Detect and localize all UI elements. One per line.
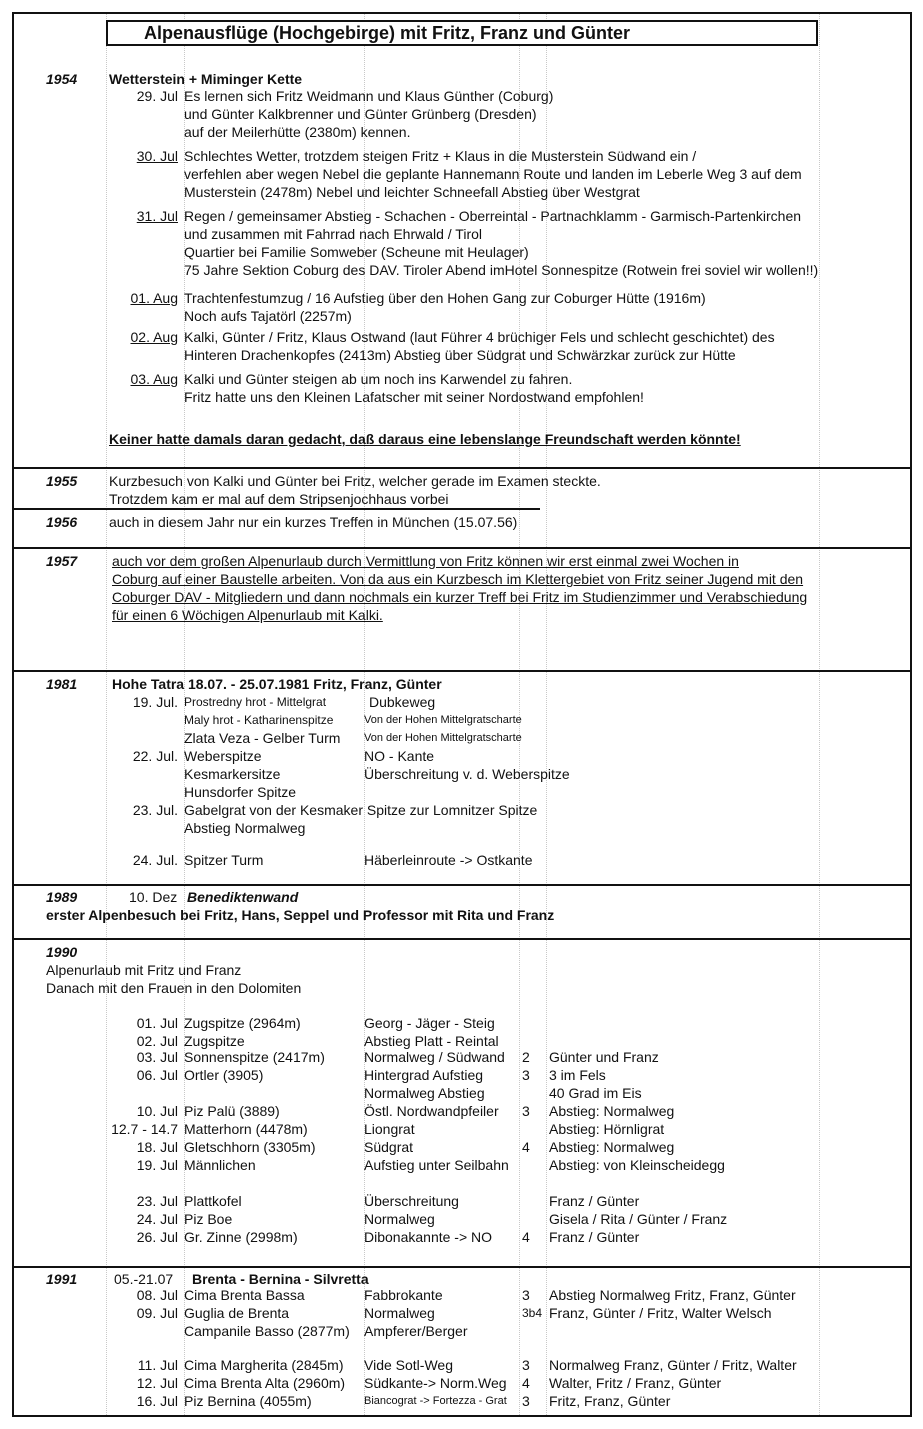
tour-summit: Zugspitze bbox=[184, 1033, 245, 1049]
tour-grade: 4 bbox=[522, 1229, 530, 1245]
tour-note: Günter und Franz bbox=[549, 1049, 659, 1065]
tour-date: 12. Jul bbox=[136, 1375, 178, 1391]
tour-summit: Gr. Zinne (2998m) bbox=[184, 1229, 298, 1245]
tour-note: Abstieg: Normalweg bbox=[549, 1139, 675, 1155]
text-line: Coburger DAV - Mitgliedern und dann nochmals ein kurzer Treff bei Fritz im Studienzimmer und Verabschiedung bbox=[112, 589, 808, 605]
tour-summit: Spitzer Turm bbox=[184, 852, 264, 868]
tour-route: Normalweg bbox=[364, 1305, 435, 1321]
section-divider bbox=[14, 670, 910, 672]
tour-grade: 4 bbox=[522, 1139, 530, 1155]
tour-route: Dibonakannte -> NO bbox=[364, 1229, 493, 1245]
tour-date: 22. Jul. bbox=[132, 748, 178, 764]
tour-summit: Cima Margherita (2845m) bbox=[184, 1357, 344, 1373]
entry-line: und Günter Kalkbrenner und Günter Grünberg (Dresden) bbox=[184, 106, 537, 122]
entry-date: 03. Aug bbox=[130, 371, 178, 387]
tour-route: Überschreitung v. d. Weberspitze bbox=[364, 766, 570, 782]
tour-note: Franz, Günter / Fritz, Walter Welsch bbox=[549, 1305, 772, 1321]
tour-date: 10. Dez bbox=[129, 889, 178, 905]
text-line: Danach mit den Frauen in den Dolomiten bbox=[46, 980, 302, 996]
tour-summit: Hunsdorfer Spitze bbox=[184, 784, 297, 800]
entry-line: Schlechtes Wetter, trotzdem steigen Fritz + Klaus in die Musterstein Südwand ein / bbox=[184, 148, 697, 164]
tour-note: Walter, Fritz / Franz, Günter bbox=[549, 1375, 722, 1391]
tour-summit: Abstieg Normalweg bbox=[184, 820, 306, 836]
tour-note: 40 Grad im Eis bbox=[549, 1085, 642, 1101]
tour-summit: Prostredny hrot - Mittelgrat bbox=[184, 695, 327, 709]
entry-line: Trachtenfestumzug / 16 Aufstieg über den Hohen Gang zur Coburger Hütte (1916m) bbox=[184, 290, 706, 306]
tour-note: Fritz, Franz, Günter bbox=[549, 1393, 671, 1409]
tour-date: 19. Jul. bbox=[132, 694, 178, 710]
entry-line: Musterstein (2478m) Nebel und leichter Schneefall Abstieg über Westgrat bbox=[184, 184, 640, 200]
tour-grade: 3 bbox=[522, 1287, 530, 1303]
tour-date: 03. Jul bbox=[136, 1049, 178, 1065]
tour-route: Normalweg / Südwand bbox=[364, 1049, 505, 1065]
section-divider bbox=[14, 547, 910, 549]
tour-date: 10. Jul bbox=[136, 1103, 178, 1119]
text-line: für einen 6 Wöchigen Alpenurlaub mit Kalki. bbox=[112, 607, 383, 623]
tour-date: 23. Jul bbox=[136, 1193, 178, 1209]
tour-route: Liongrat bbox=[364, 1121, 415, 1137]
entry-line: Fritz hatte uns den Kleinen Lafatscher mit seiner Nordostwand empfohlen! bbox=[184, 389, 644, 405]
tour-route: Von der Hohen Mittelgratscharte bbox=[364, 732, 522, 744]
tour-note: 3 im Fels bbox=[549, 1067, 606, 1083]
tour-summit: Zugspitze (2964m) bbox=[184, 1015, 301, 1031]
tour-note: Abstieg: Hörnligrat bbox=[549, 1121, 665, 1137]
tour-summit: Gabelgrat von der Kesmaker Spitze zur Lomnitzer Spitze bbox=[184, 802, 538, 818]
tour-note: Gisela / Rita / Günter / Franz bbox=[549, 1211, 728, 1227]
text-line: Coburg auf einer Baustelle arbeiten. Von da aus ein Kurzbesch im Klettergebiet von Fritz seiner Jugend mit den bbox=[112, 571, 804, 587]
tour-date: 12.7 - 14.7 bbox=[111, 1121, 178, 1137]
tour-date: 06. Jul bbox=[136, 1067, 178, 1083]
tour-date: 16. Jul bbox=[136, 1393, 178, 1409]
entry-date: 02. Aug bbox=[130, 329, 178, 345]
tour-route: NO - Kante bbox=[364, 748, 435, 764]
tour-summit: Ortler (3905) bbox=[184, 1067, 264, 1083]
entry-line: 75 Jahre Sektion Coburg des DAV. Tiroler Abend imHotel Sonnespitze (Rotwein frei soviel wir wollen!!) bbox=[184, 262, 819, 278]
entry-line: Es lernen sich Fritz Weidmann und Klaus Günther (Coburg) bbox=[184, 88, 554, 104]
tour-summit: Piz Palü (3889) bbox=[184, 1103, 280, 1119]
text-line: Alpenurlaub mit Fritz und Franz bbox=[46, 962, 242, 978]
section-divider bbox=[14, 467, 910, 469]
grid-line bbox=[819, 14, 820, 1415]
tour-date: 18. Jul bbox=[136, 1139, 178, 1155]
tour-route: Häberleinroute -> Ostkante bbox=[364, 852, 533, 868]
tour-summit: Piz Bernina (4055m) bbox=[184, 1393, 312, 1409]
tour-grade: 3 bbox=[522, 1357, 530, 1373]
text-line: auch vor dem großen Alpenurlaub durch Vermittlung von Fritz können wir erst einmal zwei Wochen in bbox=[112, 553, 739, 569]
entry-line: Kalki und Günter steigen ab um noch ins Karwendel zu fahren. bbox=[184, 371, 573, 387]
year-label: 1954 bbox=[46, 71, 78, 87]
entry-line: Quartier bei Familie Somweber (Scheune mit Heulager) bbox=[184, 244, 529, 260]
tour-note: Abstieg Normalweg Fritz, Franz, Günter bbox=[549, 1287, 796, 1303]
tour-date: 19. Jul bbox=[136, 1157, 178, 1173]
tour-date: 24. Jul bbox=[136, 1211, 178, 1227]
section-divider bbox=[14, 508, 540, 510]
tour-route: Normalweg Abstieg bbox=[364, 1085, 485, 1101]
tour-date: 23. Jul. bbox=[132, 802, 178, 818]
text-line: erster Alpenbesuch bei Fritz, Hans, Seppel und Professor mit Rita und Franz bbox=[46, 907, 555, 923]
tour-date: 02. Jul bbox=[136, 1033, 178, 1049]
document-page bbox=[12, 12, 912, 1417]
entry-date: 01. Aug bbox=[130, 290, 178, 306]
tour-route: Dubkeweg bbox=[369, 694, 436, 710]
year-label: 1990 bbox=[46, 944, 78, 960]
tour-route: Südgrat bbox=[364, 1139, 414, 1155]
tour-summit: Plattkofel bbox=[184, 1193, 242, 1209]
friendship-note: Keiner hatte damals daran gedacht, daß daraus eine lebenslange Freundschaft werden könnte! bbox=[109, 431, 741, 447]
tour-note: Franz / Günter bbox=[549, 1193, 640, 1209]
text-line: auch in diesem Jahr nur ein kurzes Treffen in München (15.07.56) bbox=[109, 514, 518, 530]
tour-summit: Kesmarkersitze bbox=[184, 766, 281, 782]
tour-summit: Zlata Veza - Gelber Turm bbox=[184, 730, 341, 746]
tour-summit: Maly hrot - Katharinenspitze bbox=[184, 713, 334, 727]
tour-note: Franz / Günter bbox=[549, 1229, 640, 1245]
tour-note: Abstieg: von Kleinscheidegg bbox=[549, 1157, 725, 1173]
section-divider bbox=[14, 884, 910, 886]
tour-summit: Männlichen bbox=[184, 1157, 256, 1173]
entry-line: verfehlen aber wegen Nebel die geplante Hannemann Route und landen im Leberle Weg 3 auf dem bbox=[184, 166, 802, 182]
section-heading: Brenta - Bernina - Silvretta bbox=[192, 1271, 369, 1287]
tour-route: Aufstieg unter Seilbahn bbox=[364, 1157, 509, 1173]
text-line: Trotzdem kam er mal auf dem Stripsenjochhaus vorbei bbox=[109, 491, 449, 507]
tour-grade: 3 bbox=[522, 1103, 530, 1119]
entry-date: 30. Jul bbox=[136, 148, 178, 164]
tour-summit: Guglia de Brenta bbox=[184, 1305, 290, 1321]
tour-note: Abstieg: Normalweg bbox=[549, 1103, 675, 1119]
tour-summit: Cima Brenta Alta (2960m) bbox=[184, 1375, 346, 1391]
entry-date: 29. Jul bbox=[136, 88, 178, 104]
entry-line: Hinteren Drachenkopfes (2413m) Abstieg über Südgrat und Schwärzkar zurück zur Hütte bbox=[184, 347, 736, 363]
entry-line: und zusammen mit Fahrrad nach Ehrwald / Tirol bbox=[184, 226, 483, 242]
tour-summit: Matterhorn (4478m) bbox=[184, 1121, 308, 1137]
tour-summit: Gletschhorn (3305m) bbox=[184, 1139, 316, 1155]
tour-route: Normalweg bbox=[364, 1211, 435, 1227]
year-label: 1957 bbox=[46, 553, 78, 569]
date-range: 05.-21.07 bbox=[114, 1271, 174, 1287]
year-label: 1955 bbox=[46, 473, 78, 489]
text-line: Kurzbesuch von Kalki und Günter bei Fritz, welcher gerade im Examen steckte. bbox=[109, 473, 601, 489]
tour-summit: Campanile Basso (2877m) bbox=[184, 1323, 350, 1339]
tour-summit: Sonnenspitze (2417m) bbox=[184, 1049, 325, 1065]
tour-summit: Weberspitze bbox=[184, 748, 262, 764]
entry-date: 31. Jul bbox=[136, 208, 178, 224]
tour-note: Normalweg Franz, Günter / Fritz, Walter bbox=[549, 1357, 797, 1373]
tour-grade: 3 bbox=[522, 1393, 530, 1409]
tour-route: Überschreitung bbox=[364, 1193, 459, 1209]
tour-route: Ampferer/Berger bbox=[364, 1323, 468, 1339]
tour-grade: 2 bbox=[522, 1049, 530, 1065]
entry-line: auf der Meilerhütte (2380m) kennen. bbox=[184, 124, 411, 140]
year-label: 1989 bbox=[46, 889, 78, 905]
year-label: 1991 bbox=[46, 1271, 78, 1287]
tour-date: 26. Jul bbox=[136, 1229, 178, 1245]
tour-grade: 3b4 bbox=[522, 1306, 543, 1320]
section-heading: Hohe Tatra 18.07. - 25.07.1981 Fritz, Franz, Günter bbox=[112, 676, 442, 692]
section-divider bbox=[14, 938, 910, 940]
section-heading: Wetterstein + Miminger Kette bbox=[109, 71, 303, 87]
tour-route: Östl. Nordwandpfeiler bbox=[364, 1103, 499, 1119]
document-title: Alpenausflüge (Hochgebirge) mit Fritz, Franz und Günter bbox=[106, 20, 818, 46]
tour-date: 09. Jul bbox=[136, 1305, 178, 1321]
tour-summit: Cima Brenta Bassa bbox=[184, 1287, 305, 1303]
tour-route: Südkante-> Norm.Weg bbox=[364, 1375, 507, 1391]
tour-route: Abstieg Platt - Reintal bbox=[364, 1033, 499, 1049]
tour-grade: 3 bbox=[522, 1067, 530, 1083]
tour-date: 24. Jul. bbox=[132, 852, 178, 868]
entry-line: Regen / gemeinsamer Abstieg - Schachen - Oberreintal - Partnachklamm - Garmisch-Partenkirchen bbox=[184, 208, 802, 224]
tour-route: Von der Hohen Mittelgratscharte bbox=[364, 714, 522, 726]
tour-date: 08. Jul bbox=[136, 1287, 178, 1303]
tour-route: Vide Sotl-Weg bbox=[364, 1357, 453, 1373]
tour-summit: Benediktenwand bbox=[187, 889, 299, 905]
tour-date: 01. Jul bbox=[136, 1015, 178, 1031]
tour-route: Georg - Jäger - Steig bbox=[364, 1015, 495, 1031]
tour-summit: Piz Boe bbox=[184, 1211, 233, 1227]
year-label: 1956 bbox=[46, 514, 78, 530]
tour-route: Biancograt -> Fortezza - Grat bbox=[364, 1395, 507, 1407]
section-divider bbox=[14, 1266, 910, 1268]
entry-line: Noch aufs Tajatörl (2257m) bbox=[184, 308, 352, 324]
entry-line: Kalki, Günter / Fritz, Klaus Ostwand (laut Führer 4 brüchiger Fels und schlecht geschichtet) des bbox=[184, 329, 775, 345]
tour-grade: 4 bbox=[522, 1375, 530, 1391]
tour-route: Fabbrokante bbox=[364, 1287, 443, 1303]
tour-date: 11. Jul bbox=[137, 1357, 178, 1373]
year-label: 1981 bbox=[46, 676, 78, 692]
tour-route: Hintergrad Aufstieg bbox=[364, 1067, 484, 1083]
